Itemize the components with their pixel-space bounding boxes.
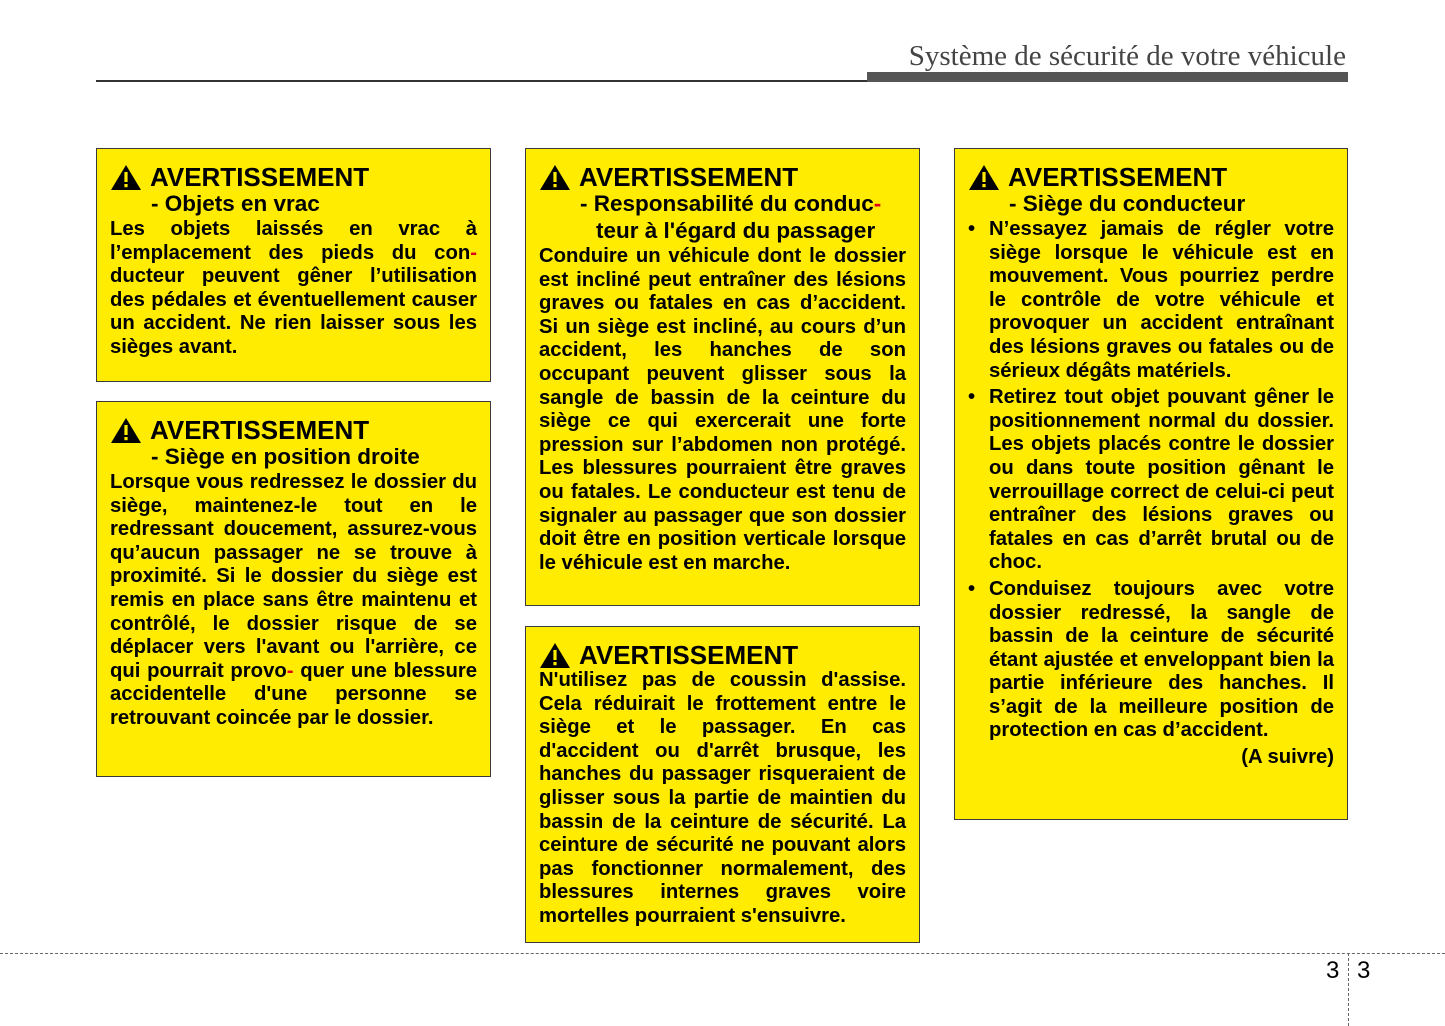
warning-box-driver-responsibility [525, 148, 920, 606]
list-item: • Retirez tout objet pouvant gêner le positionnement normal du dossier. Les objets placés contre le dossier ou dans toute position gênant le verrouillage correct de celui-ci peut entraîner des lésions graves ou fatales en cas d’arrêt brutal ou de choc. [968, 386, 1334, 575]
footer-dashed-divider [1348, 953, 1349, 1026]
warning-subtitle: - Objets en vrac [151, 191, 320, 216]
warning-box-driver-seat [954, 148, 1348, 820]
footer-dashed-rule [0, 953, 1445, 954]
warning-subtitle: - Responsabilité du conduc- [580, 191, 882, 216]
warning-subtitle: - Siège du conducteur [1009, 191, 1246, 216]
warning-box-seat-cushion [525, 626, 920, 943]
warning-heading [539, 163, 906, 191]
warning-heading [968, 163, 1334, 191]
list-item: • N’essayez jamais de régler votre siège lorsque le véhicule est en mouvement. Vous pourriez perdre le contrôle de votre véhicule et provoquer un accident entraînant des lésions graves ou fatales ou de sérieux dégâts matériels. [968, 218, 1334, 383]
page-section-number: 3 [1326, 957, 1340, 984]
warning-box-upright-seat [96, 401, 491, 777]
warning-heading [110, 163, 477, 191]
warning-subtitle: - Siège en position droite [151, 444, 420, 469]
warning-heading-text: AVERTISSEMENT [150, 162, 370, 192]
header-rule-thin [96, 80, 867, 82]
warning-box-loose-objects [96, 148, 491, 382]
warning-triangle-icon [110, 164, 142, 191]
warning-triangle-icon [968, 164, 1000, 191]
warning-heading [539, 641, 906, 669]
warning-bullet-list [968, 218, 1334, 743]
warning-heading-text: AVERTISSEMENT [579, 162, 799, 192]
list-item: • Conduisez toujours avec votre dossier redressé, la sangle de bassin de la ceinture de sécurité étant ajustée et enveloppant bien la partie inférieure des hanches. Il s’agit de la meilleure position de protection en cas d’accident. [968, 578, 1334, 743]
running-header-title: Système de sécurité de votre véhicule [908, 40, 1346, 72]
warning-body: Les objets laissés en vrac à l’emplacement des pieds du con- ducteur peuvent gêner l’utilisation des pédales et éventuellement causer un accident. Ne rien laisser sous les sièges avant. [110, 218, 477, 358]
warning-body: Conduire un véhicule dont le dossier est incliné peut entraîner des lésions graves ou fatales en cas d’accident. Si un siège est incliné, au cours d’un accident, les hanches de son occupant peuvent glisser sous la sangle de bassin de la ceinture du siège ce qui exercerait une forte pression sur l’abdomen non protégé. Les blessures pourraient être graves ou fatales. Le conducteur est tenu de signaler au passager que son dossier doit être en position verticale lorsque le véhicule est en marche. [539, 245, 906, 574]
warning-triangle-icon [539, 164, 571, 191]
header-rule-thick [867, 72, 1348, 82]
warning-body: N'utilisez pas de coussin d'assise. Cela réduirait le frottement entre le siège et le passager. En cas d'accident ou d'arrêt brusque, les hanches du passager risqueraient de glisser sous la partie de maintien du bassin de la ceinture de sécurité. La ceinture de sécurité ne pouvant alors pas fonctionner normalement, des blessures internes graves voire mortelles pourraient s'ensuivre. [539, 669, 906, 927]
continued-note: (A suivre) [1241, 746, 1334, 769]
warning-subtitle-continued: teur à l'égard du passager [596, 218, 876, 243]
warning-heading [110, 416, 477, 444]
warning-heading-text: AVERTISSEMENT [579, 640, 799, 670]
page-number: 3 [1357, 957, 1371, 984]
warning-triangle-icon [539, 642, 571, 669]
warning-heading-text: AVERTISSEMENT [150, 415, 370, 445]
warning-heading-text: AVERTISSEMENT [1008, 162, 1228, 192]
warning-triangle-icon [110, 417, 142, 444]
warning-body: Lorsque vous redressez le dossier du siège, maintenez-le tout en le redressant doucement, assurez-vous qu’aucun passager ne se trouve à proximité. Si le dossier du siège est remis en place sans être maintenu et contrôlé, le dossier risque de se déplacer vers l'avant ou l'arrière, ce qui pourrait provo- quer une blessure accidentelle d'une personne se retrouvant coincée par le dossier. [110, 471, 478, 729]
